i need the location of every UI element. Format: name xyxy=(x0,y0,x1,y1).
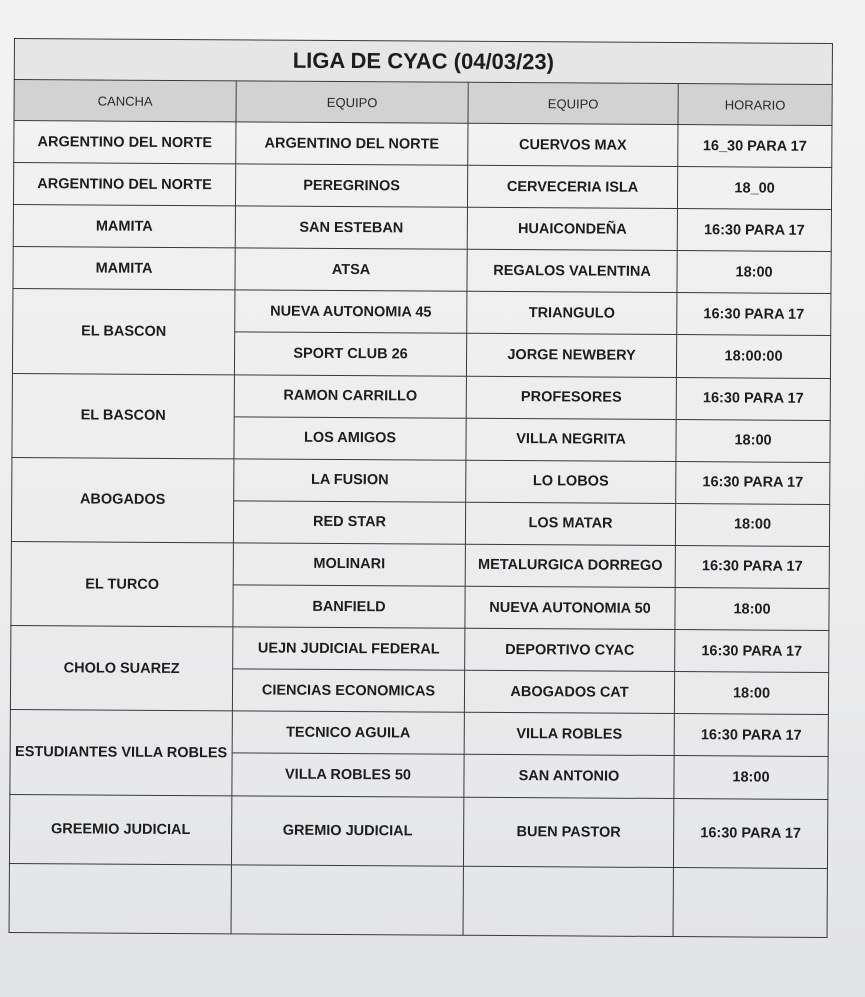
away-team-cell: HUAICONDEÑA xyxy=(467,207,677,250)
home-team-cell: BANFIELD xyxy=(233,585,465,629)
away-team-cell: LO LOBOS xyxy=(466,460,676,503)
cancha-cell: MAMITA xyxy=(13,205,235,248)
away-team-cell: SAN ANTONIO xyxy=(464,755,674,798)
time-cell: 16:30 PARA 17 xyxy=(676,377,830,420)
home-team-cell: TECNICO AGUILA xyxy=(232,711,464,755)
home-team-cell: ATSA xyxy=(235,248,467,292)
table-row xyxy=(12,373,830,420)
table-title: LIGA DE CYAC (04/03/23) xyxy=(14,39,832,85)
cancha-cell: ABOGADOS xyxy=(11,457,234,543)
cancha-cell: CHOLO SUAREZ xyxy=(10,626,233,712)
table-row xyxy=(13,205,831,252)
time-cell: 16:30 PARA 17 xyxy=(677,293,831,336)
home-team-cell: RED STAR xyxy=(233,501,465,545)
table-row xyxy=(13,289,831,336)
away-team-cell: BUEN PASTOR xyxy=(463,797,673,867)
away-team-cell: JORGE NEWBERY xyxy=(466,334,676,377)
empty-cell xyxy=(231,865,463,936)
cancha-cell: EL TURCO xyxy=(11,541,234,627)
home-team-cell: CIENCIAS ECONOMICAS xyxy=(232,669,464,713)
time-cell: 18:00 xyxy=(675,503,829,546)
empty-row xyxy=(9,863,827,937)
home-team-cell: PEREGRINOS xyxy=(235,164,467,208)
away-team-cell: DEPORTIVO CYAC xyxy=(465,628,675,671)
cancha-cell: GREEMIO JUDICIAL xyxy=(9,794,231,865)
away-team-cell: NUEVA AUTONOMIA 50 xyxy=(465,586,675,629)
home-team-cell: LOS AMIGOS xyxy=(234,417,466,461)
home-team-cell: UEJN JUDICIAL FEDERAL xyxy=(233,627,465,671)
away-team-cell: VILLA ROBLES xyxy=(464,713,674,756)
header-horario: HORARIO xyxy=(678,84,832,126)
cancha-cell: ARGENTINO DEL NORTE xyxy=(14,121,236,164)
time-cell: 16:30 PARA 17 xyxy=(675,545,829,588)
table-row xyxy=(9,794,827,868)
empty-cell xyxy=(9,863,231,934)
home-team-cell: ARGENTINO DEL NORTE xyxy=(236,122,468,166)
away-team-cell: VILLA NEGRITA xyxy=(466,418,676,461)
home-team-cell: SAN ESTEBAN xyxy=(235,206,467,250)
away-team-cell: CUERVOS MAX xyxy=(468,123,678,166)
table-row xyxy=(11,541,829,588)
home-team-cell: LA FUSION xyxy=(234,459,466,503)
fixture-table xyxy=(9,38,833,938)
time-cell: 18:00 xyxy=(674,756,828,799)
away-team-cell: ABOGADOS CAT xyxy=(464,670,674,713)
cancha-cell: MAMITA xyxy=(13,247,235,290)
home-team-cell: NUEVA AUTONOMIA 45 xyxy=(235,290,467,334)
home-team-cell: MOLINARI xyxy=(233,543,465,587)
time-cell: 16:30 PARA 17 xyxy=(673,798,827,868)
home-team-cell: VILLA ROBLES 50 xyxy=(232,753,464,797)
time-cell: 18:00 xyxy=(677,251,831,294)
home-team-cell: RAMON CARRILLO xyxy=(234,374,466,418)
home-team-cell: GREMIO JUDICIAL xyxy=(231,795,463,866)
empty-cell xyxy=(673,867,827,937)
table-row xyxy=(14,121,832,168)
cancha-cell: ESTUDIANTES VILLA ROBLES xyxy=(10,710,233,796)
cancha-cell: EL BASCON xyxy=(12,289,235,375)
away-team-cell: CERVECERIA ISLA xyxy=(467,165,677,208)
table-row xyxy=(11,626,829,673)
time-cell: 16:30 PARA 17 xyxy=(675,630,829,673)
away-team-cell: PROFESORES xyxy=(466,376,676,419)
away-team-cell: REGALOS VALENTINA xyxy=(467,250,677,293)
time-cell: 18:00 xyxy=(674,672,828,715)
away-team-cell: METALURGICA DORREGO xyxy=(465,544,675,587)
away-team-cell: TRIANGULO xyxy=(467,292,677,335)
away-team-cell: LOS MATAR xyxy=(465,502,675,545)
cancha-cell: ARGENTINO DEL NORTE xyxy=(13,163,235,206)
cancha-cell: EL BASCON xyxy=(12,373,235,459)
time-cell: 18:00 xyxy=(675,588,829,631)
time-cell: 18:00 xyxy=(676,419,830,462)
time-cell: 18_00 xyxy=(677,167,831,210)
empty-cell xyxy=(463,866,673,937)
home-team-cell: SPORT CLUB 26 xyxy=(234,332,466,376)
table-row xyxy=(13,247,831,294)
time-cell: 16:30 PARA 17 xyxy=(674,714,828,757)
time-cell: 18:00:00 xyxy=(676,335,830,378)
time-cell: 16:30 PARA 17 xyxy=(677,209,831,252)
time-cell: 16_30 PARA 17 xyxy=(678,125,832,168)
header-cancha: CANCHA xyxy=(14,80,236,122)
time-cell: 16:30 PARA 17 xyxy=(676,461,830,504)
header-equipo-visitante: EQUIPO xyxy=(468,82,678,124)
table-row xyxy=(10,710,828,757)
table-row xyxy=(12,457,830,504)
header-equipo-local: EQUIPO xyxy=(236,81,468,123)
table-row xyxy=(13,163,831,210)
